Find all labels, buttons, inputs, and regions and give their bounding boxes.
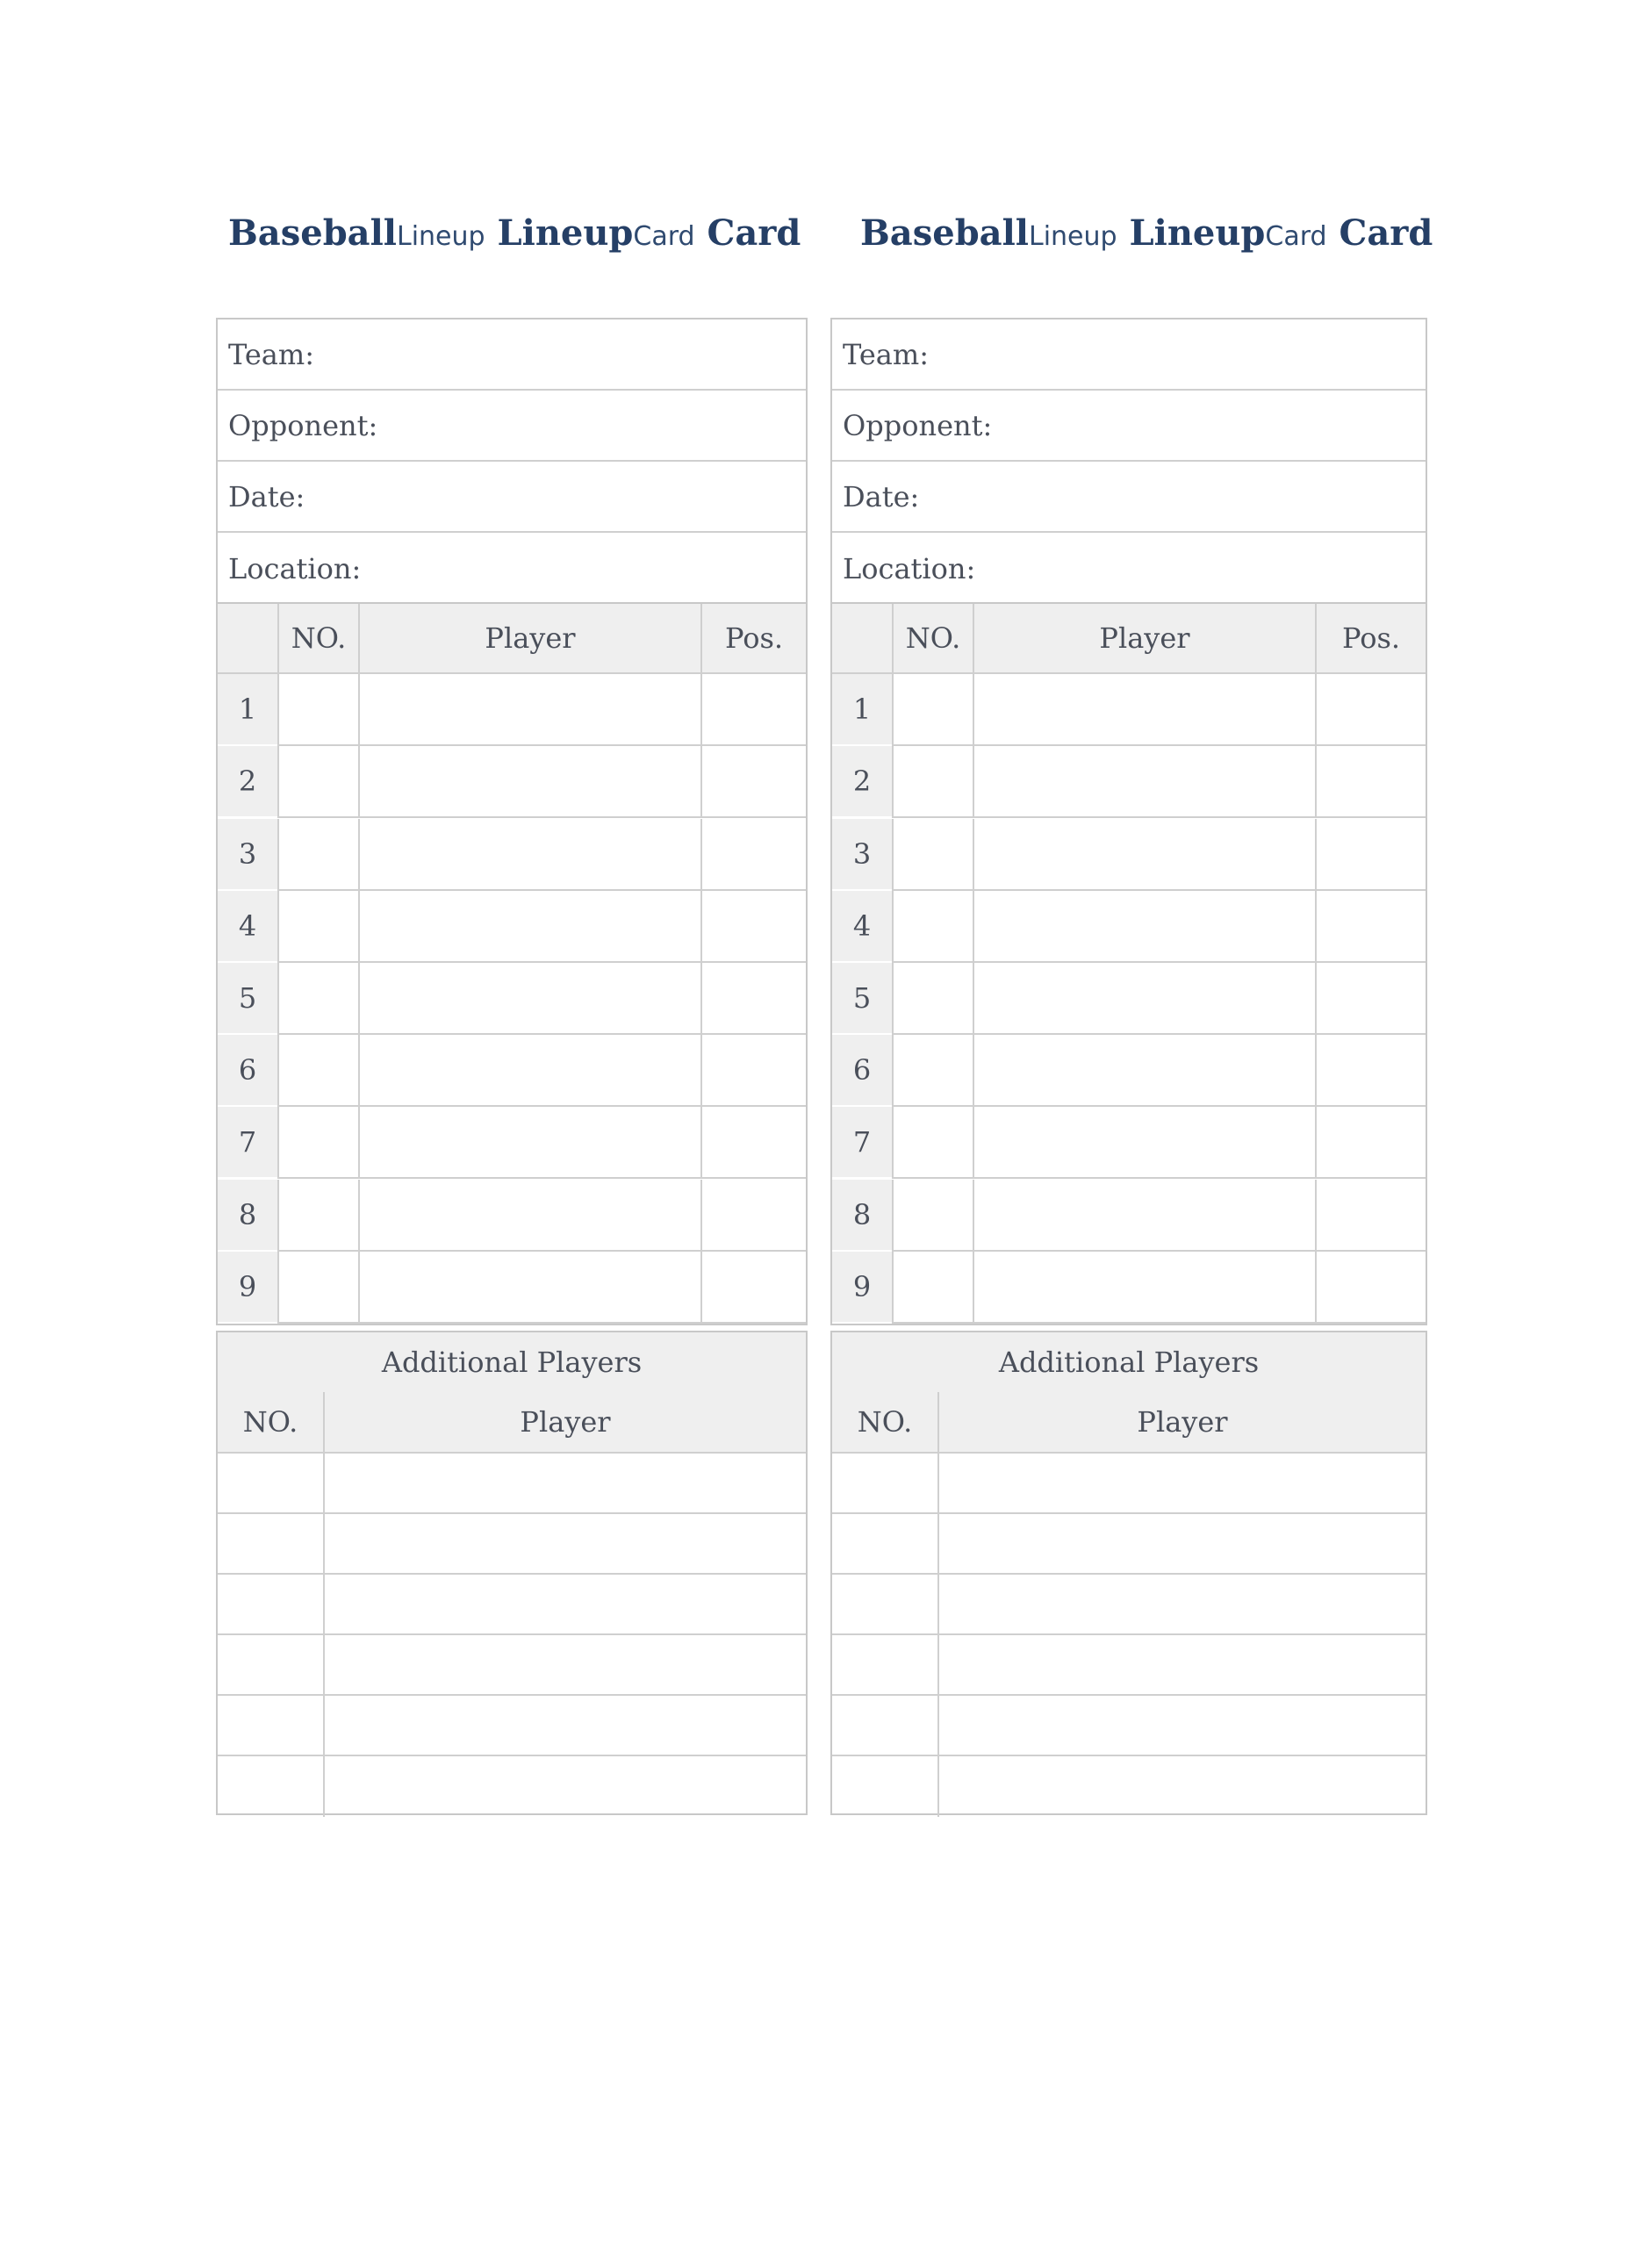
cell-pos[interactable] [700, 819, 806, 891]
cell-no[interactable] [892, 1180, 973, 1252]
batting-order-number: 1 [218, 674, 277, 746]
game-info-box [830, 318, 1427, 604]
batting-order-number: 6 [218, 1035, 277, 1107]
cell-pos[interactable] [1315, 1180, 1426, 1252]
cell-player[interactable] [973, 1252, 1315, 1324]
title-word: Baseball [228, 212, 397, 254]
cell-pos[interactable] [1315, 819, 1426, 891]
additional-cell-no[interactable] [832, 1454, 937, 1514]
card-title [228, 212, 801, 254]
additional-players-title: Additional Players [832, 1332, 1426, 1392]
cell-player[interactable] [358, 963, 700, 1035]
cell-player[interactable] [358, 674, 700, 746]
additional-cell-player[interactable] [323, 1514, 806, 1575]
lineup-table [830, 602, 1427, 1325]
additional-cell-no[interactable] [832, 1575, 937, 1635]
batting-order-number: 3 [832, 819, 892, 891]
additional-cell-no[interactable] [218, 1454, 323, 1514]
additional-cell-player[interactable] [937, 1454, 1426, 1514]
title-word: Lineup [1129, 212, 1266, 254]
cell-player[interactable] [973, 1107, 1315, 1179]
additional-cell-no[interactable] [832, 1756, 937, 1817]
additional-cell-player[interactable] [323, 1575, 806, 1635]
batting-order-number: 4 [218, 891, 277, 963]
additional-cell-player[interactable] [323, 1756, 806, 1817]
cell-no[interactable] [892, 746, 973, 818]
batting-order-number: 1 [832, 674, 892, 746]
cell-player[interactable] [973, 963, 1315, 1035]
cell-no[interactable] [277, 674, 358, 746]
cell-no[interactable] [277, 963, 358, 1035]
batting-order-number: 7 [832, 1107, 892, 1179]
title-word: Card [707, 212, 801, 254]
batting-order-number: 3 [218, 819, 277, 891]
cell-pos[interactable] [1315, 891, 1426, 963]
batting-order-number: 2 [832, 746, 892, 818]
batting-order-number: 5 [832, 963, 892, 1035]
game-info-box [216, 318, 808, 604]
cell-player[interactable] [973, 1180, 1315, 1252]
additional-players-title: Additional Players [218, 1332, 806, 1392]
cell-pos[interactable] [1315, 674, 1426, 746]
card-title [860, 212, 1433, 254]
title-word: Card [1265, 221, 1327, 252]
cell-no[interactable] [277, 746, 358, 818]
cell-no[interactable] [892, 1035, 973, 1107]
cell-no[interactable] [892, 891, 973, 963]
batting-order-number: 7 [218, 1107, 277, 1179]
cell-no[interactable] [892, 1252, 973, 1324]
header-player: Player [973, 604, 1315, 674]
title-word: Baseball [860, 212, 1029, 254]
info-field-team[interactable]: Team: [832, 319, 1426, 391]
additional-cell-no[interactable] [832, 1635, 937, 1696]
cell-no[interactable] [277, 819, 358, 891]
additional-cell-player[interactable] [937, 1514, 1426, 1575]
header-pos: Pos. [1315, 604, 1426, 674]
cell-pos[interactable] [1315, 1107, 1426, 1179]
info-field-location[interactable]: Location: [228, 551, 362, 585]
additional-cell-no[interactable] [218, 1575, 323, 1635]
additional-cell-no[interactable] [218, 1756, 323, 1817]
header-pos: Pos. [700, 604, 806, 674]
cell-pos[interactable] [1315, 746, 1426, 818]
additional-cell-no[interactable] [218, 1696, 323, 1756]
batting-order-number: 6 [832, 1035, 892, 1107]
cell-pos[interactable] [1315, 1252, 1426, 1324]
batting-order-number: 5 [218, 963, 277, 1035]
cell-pos[interactable] [700, 963, 806, 1035]
cell-no[interactable] [892, 1107, 973, 1179]
additional-players-table [830, 1331, 1427, 1815]
cell-player[interactable] [973, 819, 1315, 891]
cell-no[interactable] [892, 963, 973, 1035]
cell-player[interactable] [973, 1035, 1315, 1107]
additional-players-table [216, 1331, 808, 1815]
cell-pos[interactable] [1315, 963, 1426, 1035]
cell-pos[interactable] [700, 746, 806, 818]
additional-header-no: NO. [832, 1392, 937, 1454]
cell-player[interactable] [358, 1252, 700, 1324]
cell-pos[interactable] [700, 891, 806, 963]
batting-order-number: 9 [832, 1252, 892, 1324]
additional-header-player: Player [323, 1392, 806, 1454]
info-field-team[interactable]: Team: [218, 319, 806, 391]
additional-cell-player[interactable] [323, 1454, 806, 1514]
additional-cell-player[interactable] [937, 1756, 1426, 1817]
cell-player[interactable] [358, 1035, 700, 1107]
cell-pos[interactable] [700, 674, 806, 746]
info-field-opponent[interactable]: Opponent: [218, 391, 806, 462]
batting-order-number: 8 [832, 1180, 892, 1252]
info-field-date[interactable]: Date: [218, 462, 806, 533]
cell-pos[interactable] [700, 1107, 806, 1179]
info-field-location[interactable]: Location: [843, 551, 976, 585]
cell-pos[interactable] [700, 1180, 806, 1252]
title-word: Card [1339, 212, 1433, 254]
additional-cell-no[interactable] [832, 1696, 937, 1756]
cell-pos[interactable] [1315, 1035, 1426, 1107]
batting-order-number: 9 [218, 1252, 277, 1324]
additional-grid [832, 1392, 1426, 1817]
title-word: Lineup [497, 212, 634, 254]
cell-player[interactable] [358, 891, 700, 963]
cell-no[interactable] [277, 1107, 358, 1179]
cell-no[interactable] [277, 891, 358, 963]
additional-cell-player[interactable] [937, 1696, 1426, 1756]
additional-cell-no[interactable] [218, 1635, 323, 1696]
header-player: Player [358, 604, 700, 674]
batting-order-number: 2 [218, 746, 277, 818]
lineup-grid [832, 604, 1426, 1324]
cell-pos[interactable] [700, 1035, 806, 1107]
batting-order-number: 4 [832, 891, 892, 963]
cell-no[interactable] [277, 1180, 358, 1252]
additional-grid [218, 1392, 806, 1817]
additional-cell-player[interactable] [937, 1635, 1426, 1696]
cell-no[interactable] [277, 1252, 358, 1324]
cell-player[interactable] [973, 891, 1315, 963]
additional-cell-player[interactable] [323, 1635, 806, 1696]
header-corner [832, 604, 892, 674]
batting-order-number: 8 [218, 1180, 277, 1252]
cell-no[interactable] [892, 819, 973, 891]
cell-player[interactable] [358, 819, 700, 891]
cell-no[interactable] [277, 1035, 358, 1107]
additional-cell-player[interactable] [323, 1696, 806, 1756]
header-no: NO. [892, 604, 973, 674]
cell-pos[interactable] [700, 1252, 806, 1324]
additional-header-player: Player [937, 1392, 1426, 1454]
cell-player[interactable] [358, 1107, 700, 1179]
header-no: NO. [277, 604, 358, 674]
additional-cell-player[interactable] [937, 1575, 1426, 1635]
cell-player[interactable] [973, 674, 1315, 746]
additional-header-no: NO. [218, 1392, 323, 1454]
lineup-grid [218, 604, 806, 1324]
additional-cell-no[interactable] [832, 1514, 937, 1575]
title-word: Lineup [1028, 221, 1117, 252]
info-field-opponent[interactable]: Opponent: [832, 391, 1426, 462]
cell-no[interactable] [892, 674, 973, 746]
additional-cell-no[interactable] [218, 1514, 323, 1575]
title-word: Card [633, 221, 695, 252]
cell-player[interactable] [973, 746, 1315, 818]
cell-player[interactable] [358, 746, 700, 818]
cell-player[interactable] [358, 1180, 700, 1252]
lineup-table [216, 602, 808, 1325]
title-word: Lineup [396, 221, 485, 252]
info-field-date[interactable]: Date: [832, 462, 1426, 533]
header-corner [218, 604, 277, 674]
